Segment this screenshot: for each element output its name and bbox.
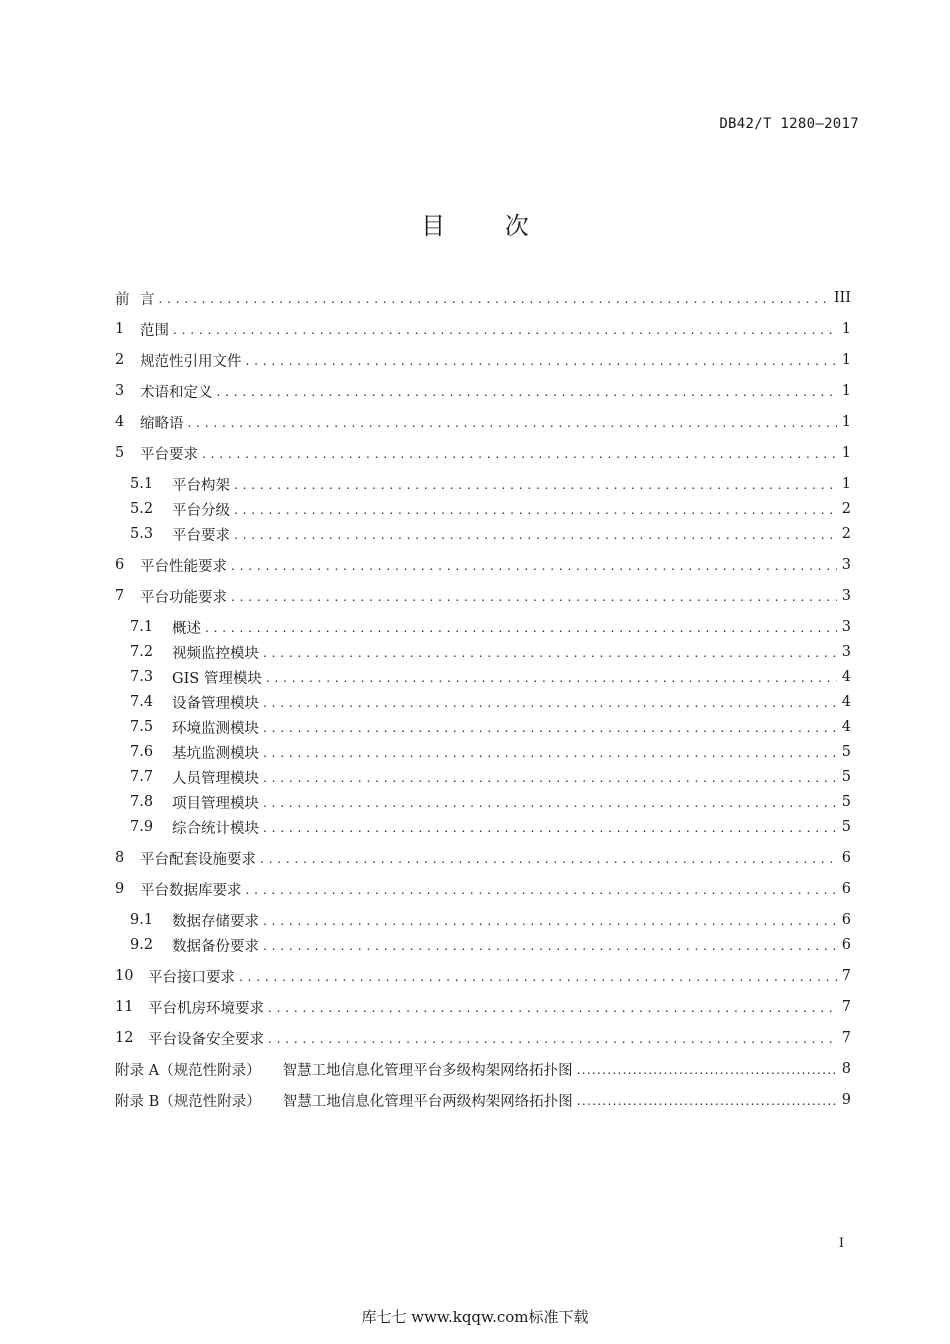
toc-subentry[interactable] xyxy=(130,933,851,957)
page-number: I xyxy=(838,1236,844,1251)
toc-entry-foreword[interactable] xyxy=(115,286,851,310)
toc-entry[interactable] xyxy=(115,410,851,434)
toc-label: 范围 xyxy=(140,322,169,339)
toc-entry[interactable] xyxy=(115,441,851,465)
toc-number: 9 xyxy=(115,881,125,897)
toc-label: 平台分级 xyxy=(172,502,230,519)
toc-subentry[interactable] xyxy=(130,690,851,714)
toc-label: 平台性能要求 xyxy=(140,558,227,575)
toc-page: 9 xyxy=(841,1092,851,1108)
toc-leader xyxy=(231,553,837,577)
toc-page: 7 xyxy=(841,999,851,1015)
toc-number: 7.2 xyxy=(130,644,154,660)
toc-label: 项目管理模块 xyxy=(172,795,259,812)
toc-leader xyxy=(263,740,837,764)
toc-page: 2 xyxy=(841,501,851,517)
toc-label: 概述 xyxy=(172,620,201,637)
toc-page: 7 xyxy=(841,1030,851,1046)
toc-leader xyxy=(202,441,837,465)
toc-entry[interactable] xyxy=(115,584,851,608)
toc-number: 5.2 xyxy=(130,501,154,517)
toc-leader xyxy=(263,765,837,789)
toc-label: 设备管理模块 xyxy=(172,695,259,712)
toc-subentry[interactable] xyxy=(130,765,851,789)
toc-page: 3 xyxy=(841,557,851,573)
toc-leader xyxy=(263,933,837,957)
toc-number: 6 xyxy=(115,557,125,573)
toc-leader xyxy=(577,1088,837,1112)
toc-page: 4 xyxy=(841,694,851,710)
toc-number: 7 xyxy=(115,588,125,604)
toc-label: 规范性引用文件 xyxy=(140,353,242,370)
toc-number: 3 xyxy=(115,383,125,399)
toc-page: 1 xyxy=(841,321,851,337)
toc-page: 4 xyxy=(841,669,851,685)
toc-page: 1 xyxy=(841,445,851,461)
toc-subentry[interactable] xyxy=(130,740,851,764)
toc-subentry[interactable] xyxy=(130,497,851,521)
toc-leader xyxy=(239,964,837,988)
toc-leader xyxy=(234,522,837,546)
toc-leader xyxy=(246,877,838,901)
toc-subentry[interactable] xyxy=(130,522,851,546)
toc-number: 8 xyxy=(115,850,125,866)
toc-number: 4 xyxy=(115,414,125,430)
toc-entry[interactable] xyxy=(115,379,851,403)
toc-page: III xyxy=(833,290,851,306)
toc-number: 附录 B（规范性附录） xyxy=(115,1093,261,1110)
toc-page: 2 xyxy=(841,526,851,542)
toc-number: 9.1 xyxy=(130,912,154,928)
toc-leader xyxy=(263,715,837,739)
toc-page: 5 xyxy=(841,794,851,810)
toc-page: 1 xyxy=(841,352,851,368)
toc-label: 平台要求 xyxy=(140,446,198,463)
toc-entry[interactable] xyxy=(115,317,851,341)
toc-page: 6 xyxy=(841,881,851,897)
toc-page: 1 xyxy=(841,476,851,492)
toc-leader xyxy=(217,379,838,403)
toc-leader xyxy=(234,497,837,521)
toc-label: 平台机房环境要求 xyxy=(148,1000,264,1017)
toc-page: 6 xyxy=(841,937,851,953)
watermark: 库七七 www.kqqw.com标准下载 xyxy=(361,1308,589,1326)
toc-leader xyxy=(268,1026,837,1050)
toc-leader xyxy=(173,317,837,341)
toc-label: 智慧工地信息化管理平台多级构架网络拓扑图 xyxy=(282,1062,573,1079)
toc-leader xyxy=(263,908,837,932)
toc-number: 5 xyxy=(115,445,125,461)
toc-page: 5 xyxy=(841,769,851,785)
toc-leader xyxy=(268,995,837,1019)
toc-label: 环境监测模块 xyxy=(172,720,259,737)
toc-page: 3 xyxy=(841,644,851,660)
toc-subentry[interactable] xyxy=(130,790,851,814)
toc-label: 平台数据库要求 xyxy=(140,882,242,899)
toc-entry[interactable] xyxy=(115,846,851,870)
toc-page: 1 xyxy=(841,383,851,399)
toc-label: 智慧工地信息化管理平台两级构架网络拓扑图 xyxy=(282,1093,573,1110)
toc-page: 6 xyxy=(841,912,851,928)
toc-entry[interactable] xyxy=(115,1026,851,1050)
toc-number: 1 xyxy=(115,321,125,337)
toc-leader xyxy=(266,665,837,689)
toc-label: 平台要求 xyxy=(172,527,230,544)
toc-label: GIS 管理模块 xyxy=(172,670,262,687)
toc-subentry[interactable] xyxy=(130,615,851,639)
toc-label: 言 xyxy=(140,291,155,308)
toc-number: 9.2 xyxy=(130,937,154,953)
toc-number: 7.8 xyxy=(130,794,154,810)
toc-leader xyxy=(188,410,838,434)
toc-number: 7.4 xyxy=(130,694,154,710)
toc-leader xyxy=(263,815,837,839)
toc-entry[interactable] xyxy=(115,348,851,372)
toc-leader xyxy=(263,690,837,714)
toc-page: 7 xyxy=(841,968,851,984)
document-code: DB42/T 1280—2017 xyxy=(719,116,859,132)
toc-number: 7.3 xyxy=(130,669,154,685)
toc-number: 11 xyxy=(115,999,134,1015)
toc-number: 12 xyxy=(115,1030,134,1046)
toc-subentry[interactable] xyxy=(130,908,851,932)
toc-leader xyxy=(260,846,837,870)
toc-entry-appendix-b[interactable] xyxy=(115,1088,851,1112)
toc-number: 前 xyxy=(115,291,130,308)
toc-page: 4 xyxy=(841,719,851,735)
toc-number: 5.3 xyxy=(130,526,154,542)
toc-page: 3 xyxy=(841,588,851,604)
toc-number: 7.9 xyxy=(130,819,154,835)
toc-entry[interactable] xyxy=(115,995,851,1019)
toc-page: 8 xyxy=(841,1061,851,1077)
toc-label: 视频监控模块 xyxy=(172,645,259,662)
toc-number: 2 xyxy=(115,352,125,368)
toc-label: 平台配套设施要求 xyxy=(140,851,256,868)
toc-leader xyxy=(246,348,838,372)
toc-leader xyxy=(231,584,837,608)
toc-number: 附录 A（规范性附录） xyxy=(115,1062,261,1079)
toc-page: 5 xyxy=(841,819,851,835)
toc-number: 7.6 xyxy=(130,744,154,760)
toc-label: 平台构架 xyxy=(172,477,230,494)
toc-number: 10 xyxy=(115,968,134,984)
toc-label: 人员管理模块 xyxy=(172,770,259,787)
toc-leader xyxy=(205,615,837,639)
toc-subentry[interactable] xyxy=(130,815,851,839)
toc-page: 1 xyxy=(841,414,851,430)
toc-leader xyxy=(263,790,837,814)
toc-label: 综合统计模块 xyxy=(172,820,259,837)
toc-leader xyxy=(234,472,837,496)
toc-entry[interactable] xyxy=(115,553,851,577)
page-title: 目 次 xyxy=(421,212,555,240)
toc-subentry[interactable] xyxy=(130,665,851,689)
toc-subentry[interactable] xyxy=(130,472,851,496)
toc-page: 3 xyxy=(841,619,851,635)
toc-page: 5 xyxy=(841,744,851,760)
toc-label: 平台设备安全要求 xyxy=(148,1031,264,1048)
toc-label: 平台接口要求 xyxy=(148,969,235,986)
toc-number: 7.5 xyxy=(130,719,154,735)
toc-label: 基坑监测模块 xyxy=(172,745,259,762)
toc-entry[interactable] xyxy=(115,964,851,988)
toc-entry-appendix-a[interactable] xyxy=(115,1057,851,1081)
toc-label: 数据存储要求 xyxy=(172,913,259,930)
toc-entry[interactable] xyxy=(115,877,851,901)
toc-page: 6 xyxy=(841,850,851,866)
toc-label: 数据备份要求 xyxy=(172,938,259,955)
toc-subentry[interactable] xyxy=(130,640,851,664)
toc-number: 7.7 xyxy=(130,769,154,785)
toc-leader xyxy=(159,286,830,310)
toc-subentry[interactable] xyxy=(130,715,851,739)
toc-number: 7.1 xyxy=(130,619,154,635)
toc-label: 平台功能要求 xyxy=(140,589,227,606)
toc-leader xyxy=(577,1057,837,1081)
toc-label: 术语和定义 xyxy=(140,384,213,401)
toc-leader xyxy=(263,640,837,664)
toc-number: 5.1 xyxy=(130,476,154,492)
toc-label: 缩略语 xyxy=(140,415,184,432)
